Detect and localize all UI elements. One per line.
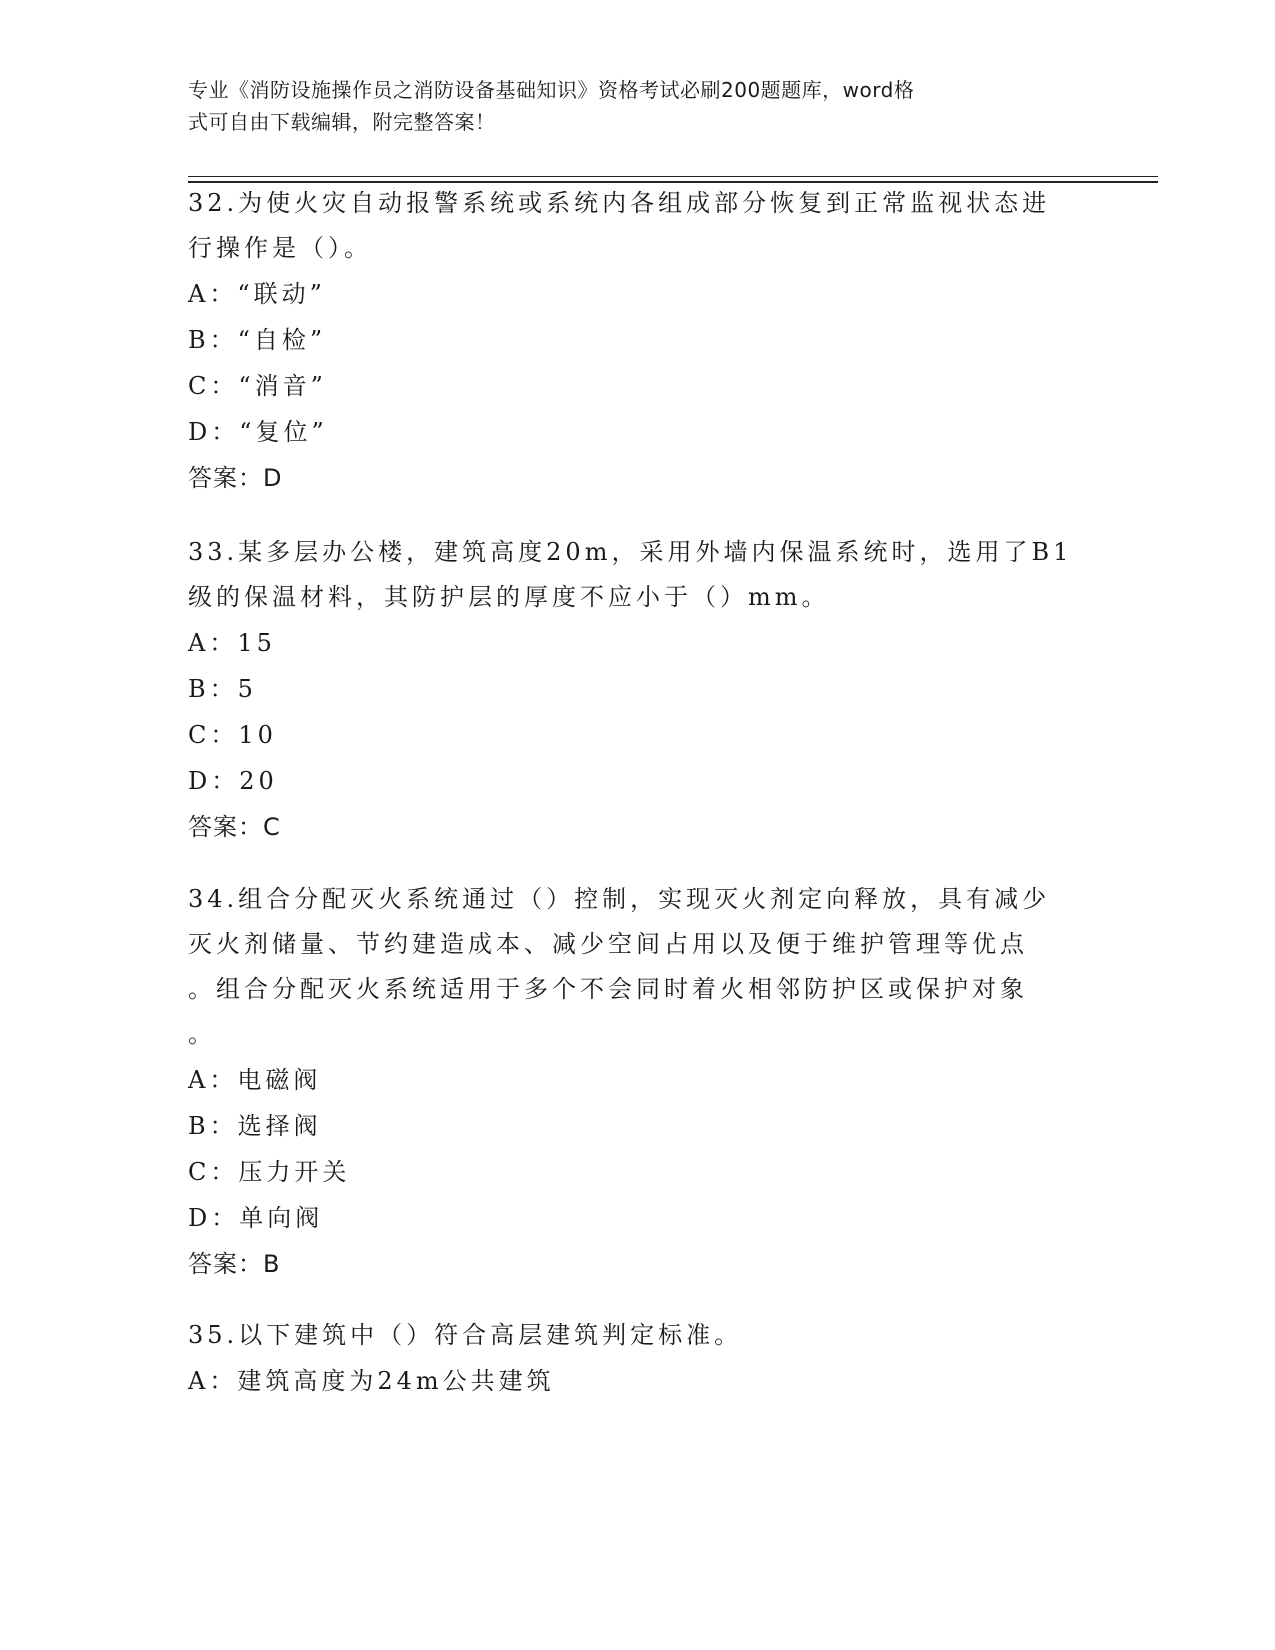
- question-34: [188, 877, 1088, 1287]
- option-b: B：5: [188, 675, 257, 703]
- question-stem-line: 。组合分配灭火系统适用于多个不会同时着火相邻防护区或保护对象: [188, 975, 1028, 1003]
- option-c: C：压力开关: [188, 1158, 351, 1186]
- option-a: A：15: [188, 629, 276, 657]
- option-d: D：单向阀: [188, 1204, 324, 1232]
- option-c: C：“消音”: [188, 372, 327, 400]
- question-stem-line: 。: [188, 1020, 216, 1048]
- question-stem-line: 34.组合分配灭火系统通过（）控制，实现灭火剂定向释放，具有减少: [188, 885, 1051, 913]
- option-c: C：10: [188, 721, 277, 749]
- answer: 答案：B: [188, 1250, 281, 1278]
- question-stem-line: 灭火剂储量、节约建造成本、减少空间占用以及便于维护管理等优点: [188, 930, 1028, 958]
- question-32: [188, 181, 1088, 501]
- answer: 答案：C: [188, 813, 281, 841]
- option-d: D：20: [188, 767, 278, 795]
- header-divider-thin: [188, 176, 1158, 177]
- option-a: A：“联动”: [188, 280, 326, 308]
- question-33: [188, 530, 1088, 850]
- option-d: D：“复位”: [188, 418, 328, 446]
- option-b: B：“自检”: [188, 326, 327, 354]
- question-stem-line: 33.某多层办公楼，建筑高度20m，采用外墙内保温系统时，选用了B1: [188, 538, 1073, 566]
- answer: 答案：D: [188, 464, 283, 492]
- header-line-2: 式可自由下载编辑，附完整答案！: [188, 110, 496, 134]
- option-a: A：建筑高度为24m公共建筑: [188, 1367, 555, 1395]
- question-35: [188, 1313, 1088, 1404]
- question-stem-line: 行操作是（）。: [188, 234, 372, 262]
- option-b: B：选择阀: [188, 1112, 322, 1140]
- header-line-1: 专业《消防设施操作员之消防设备基础知识》资格考试必刷200题题库，word格: [188, 78, 915, 102]
- question-stem-line: 级的保温材料，其防护层的厚度不应小于（）mm。: [188, 583, 830, 611]
- question-stem-line: 32.为使火灾自动报警系统或系统内各组成部分恢复到正常监视状态进: [188, 189, 1051, 217]
- document-header: [188, 74, 1068, 138]
- question-stem-line: 35.以下建筑中（）符合高层建筑判定标准。: [188, 1321, 743, 1349]
- option-a: A：电磁阀: [188, 1066, 322, 1094]
